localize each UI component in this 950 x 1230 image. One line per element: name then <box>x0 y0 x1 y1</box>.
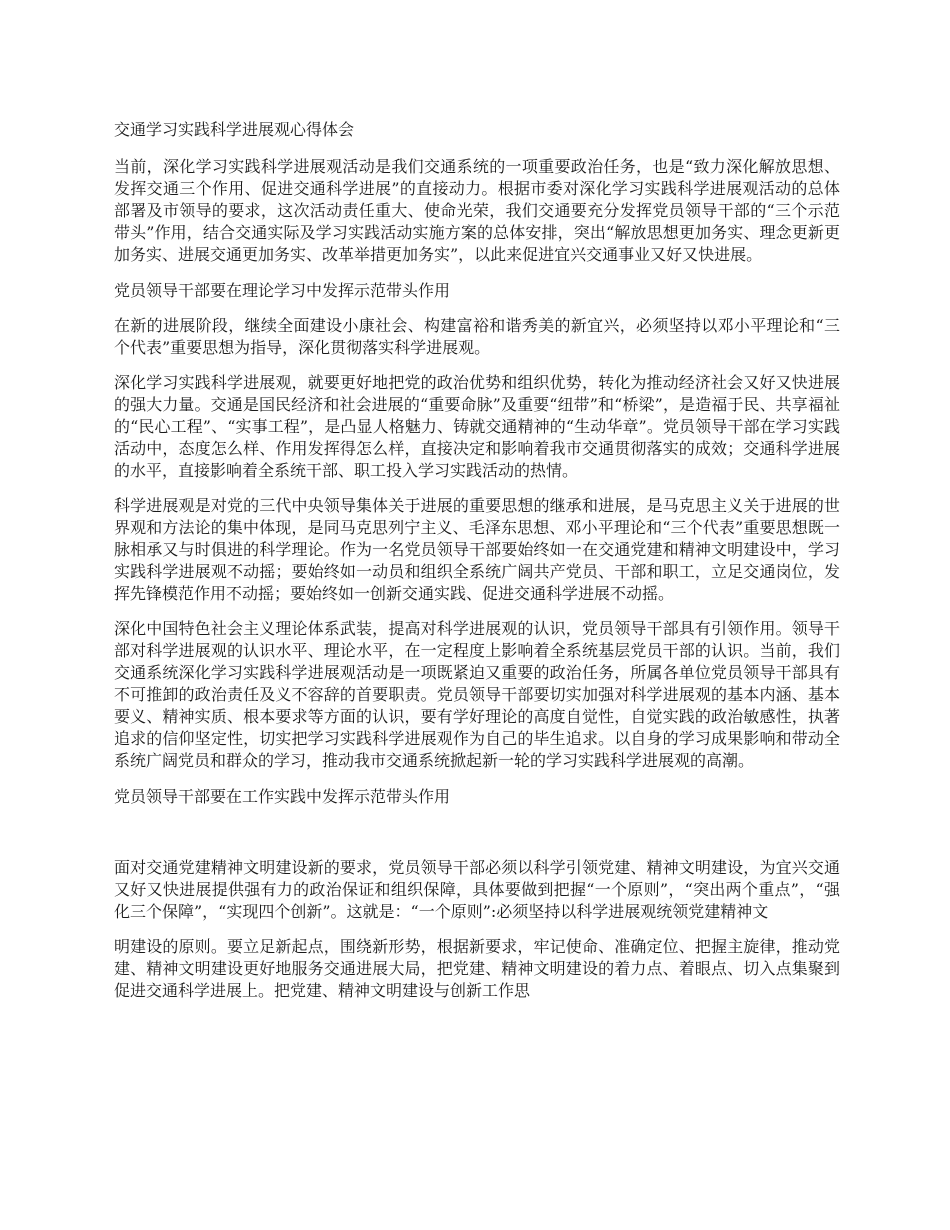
intro-paragraph: 当前，深化学习实践科学进展观活动是我们交通系统的一项重要政治任务，也是“致力深化解放思想、发挥交通三个作用、促进交通科学进展”的直接动力。根据市委对深化学习实践科学进展观活动的总体部署及市领导的要求，这次活动责任重大、使命光荣，我们交通要充分发挥党员领导干部的“三个示范带头”作用，结合交通实际及学习实践活动实施方案的总体安排，突出“解放思想更加务实、理念更新更加务实、进展交通更加务实、改革举措更加务实”，以此来促进宜兴交通事业又好又快进展。 <box>114 157 840 264</box>
paragraph: 深化学习实践科学进展观，就要更好地把党的政治优势和组织优势，转化为推动经济社会又好又快进展的强大力量。交通是国民经济和社会进展的“重要命脉”及重要“纽带”和“桥梁”，是造福于民、共享福祉的“民心工程”、“实事工程”，是凸显人格魅力、铸就交通精神的“生动华章”。党员领导干部在学习实践活动中，态度怎么样、作用发挥得怎么样，直接决定和影响着我市交通贯彻落实的成效；交通科学进展的水平，直接影响着全系统干部、职工投入学习实践活动的热情。 <box>114 373 840 480</box>
document-title: 交通学习实践科学进展观心得体会 <box>114 120 355 139</box>
paragraph: 在新的进展阶段，继续全面建设小康社会、构建富裕和谐秀美的新宜兴，必须坚持以邓小平理论和“三个代表”重要思想为指导，深化贯彻落实科学进展观。 <box>114 316 840 357</box>
section-heading-theory: 党员领导干部要在理论学习中发挥示范带头作用 <box>114 281 451 300</box>
document-body <box>114 118 840 1015</box>
paragraph: 深化中国特色社会主义理论体系武装，提高对科学进展观的认识，党员领导干部具有引领作用。领导干部对科学进展观的认识水平、理论水平，在一定程度上影响着全系统基层党员干部的认识。当前，我们交通系统深化学习实践科学进展观活动是一项既紧迫又重要的政治任务，所属各单位党员领导干部具有不可推卸的政治责任及义不容辞的首要职责。党员领导干部要切实加强对科学进展观的基本内涵、基本要义、精神实质、根本要求等方面的认识，要有学好理论的高度自觉性，自觉实践的政治敏感性，执著追求的信仰坚定性，切实把学习实践科学进展观作为自己的毕生追求。以自身的学习成果影响和带动全系统广阔党员和群众的学习，推动我市交通系统掀起新一轮的学习实践科学进展观的高潮。 <box>114 619 840 770</box>
paragraph: 明建设的原则。要立足新起点，围绕新形势，根据新要求，牢记使命、准确定位、把握主旋律，推动党建、精神文明建设更好地服务交通进展大局，把党建、精神文明建设的着力点、着眼点、切入点集聚到促进交通科学进展上。把党建、精神文明建设与创新工作思 <box>114 937 840 1000</box>
blank-spacer <box>114 821 840 857</box>
section-heading-practice: 党员领导干部要在工作实践中发挥示范带头作用 <box>114 787 451 806</box>
paragraph: 面对交通党建精神文明建设新的要求，党员领导干部必须以科学引领党建、精神文明建设，为宜兴交通又好又快进展提供强有力的政治保证和组织保障，具体要做到把握“一个原则”，“突出两个重点”，“强化三个保障”，“实现四个创新”。这就是：“一个原则”:必须坚持以科学进展观统领党建精神文 <box>114 858 840 921</box>
paragraph: 科学进展观是对党的三代中央领导集体关于进展的重要思想的继承和进展，是马克思主义关于进展的世界观和方法论的集中体现，是同马克思列宁主义、毛泽东思想、邓小平理论和“三个代表”重要思想既一脉相承又与时俱进的科学理论。作为一名党员领导干部要始终如一在交通党建和精神文明建设中，学习实践科学进展观不动摇；要始终如一动员和组织全系统广阔共产党员、干部和职工，立足交通岗位，发挥先锋模范作用不动摇；要始终如一创新交通实践、促进交通科学进展不动摇。 <box>114 496 840 603</box>
